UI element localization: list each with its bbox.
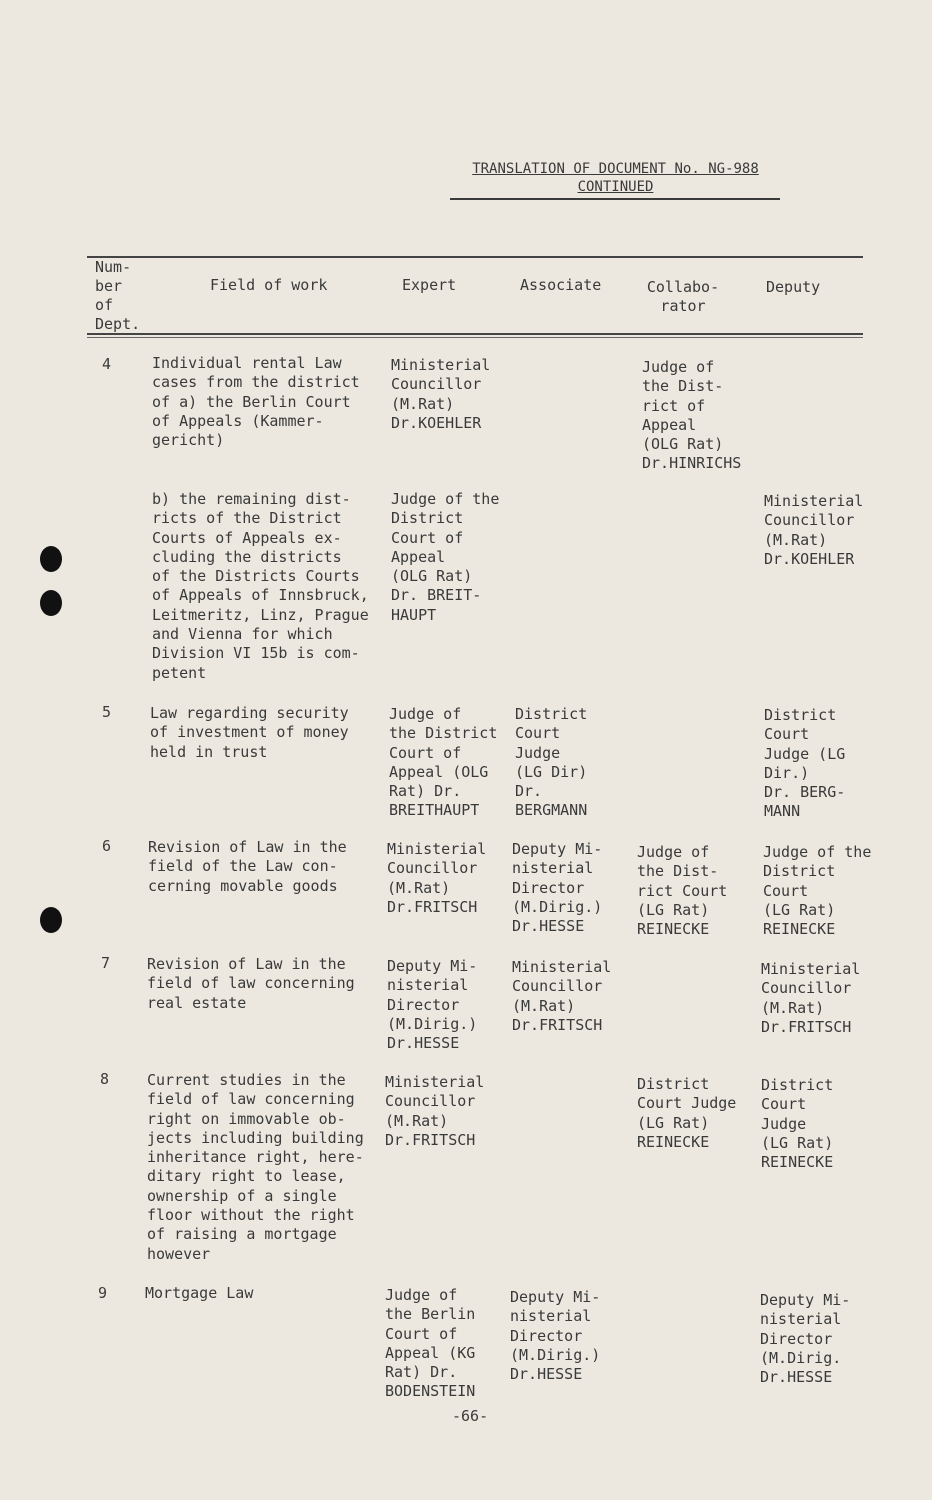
row-field: Individual rental Law cases from the district of a) the Berlin Court of Appeals (Kammer- gericht) <box>152 354 360 450</box>
punch-hole <box>40 546 62 572</box>
title-line-1: TRANSLATION OF DOCUMENT No. NG-988 <box>472 161 759 177</box>
row-expert: Ministerial Councillor (M.Rat) Dr.KOEHLER <box>391 356 491 432</box>
row-field: Current studies in the field of law concerning right on immovable ob- jects including building inheritance right, here- ditary right to lease, ownership of a single floor without the right of raising a mortgage however <box>147 1071 364 1263</box>
row-number: 8 <box>100 1070 110 1088</box>
header-associate: Associate <box>520 276 602 294</box>
row-number: 4 <box>102 355 112 373</box>
page-number: -66- <box>452 1407 489 1425</box>
header-expert: Expert <box>402 276 457 294</box>
row-collaborator: Judge of the Dist- rict of Appeal (OLG Rat) Dr.HINRICHS <box>642 358 742 473</box>
row-deputy: Ministerial Councillor (M.Rat) Dr.KOEHLER <box>764 492 864 568</box>
row-expert: Ministerial Councillor (M.Rat) Dr.FRITSCH <box>387 840 487 916</box>
row-field: Revision of Law in the field of law concerning real estate <box>147 955 355 1012</box>
title-underline <box>450 198 780 200</box>
header-number: Num- ber of Dept. <box>95 258 141 333</box>
row-number: 6 <box>102 837 112 855</box>
header-collaborator: Collabo- rator <box>646 278 720 315</box>
row-expert: Judge of the Berlin Court of Appeal (KG Rat) Dr. BODENSTEIN <box>385 1286 476 1401</box>
header-rule-double <box>87 337 863 338</box>
punch-hole <box>40 590 62 616</box>
row-associate: District Court Judge (LG Dir) Dr. BERGMANN <box>515 705 588 820</box>
row-field: Revision of Law in the field of the Law con- cerning movable goods <box>148 838 347 895</box>
row-collaborator: Judge of the Dist- rict Court (LG Rat) REINECKE <box>637 843 728 939</box>
header-field: Field of work <box>210 276 328 294</box>
row-deputy: Judge of the District Court (LG Rat) REINECKE <box>763 843 872 939</box>
table-top-rule <box>87 256 863 258</box>
row-field: b) the remaining dist- ricts of the District Courts of Appeals ex- cluding the districts of the Districts Courts of Appeals of Innsbruck, Leitmeritz, Linz, Prague and Vienna for which Division VI 15b is com- petent <box>152 490 369 682</box>
row-collaborator: District Court Judge (LG Rat) REINECKE <box>637 1075 737 1151</box>
row-number: 9 <box>98 1284 108 1302</box>
row-deputy: District Court Judge (LG Dir.) Dr. BERG- MANN <box>764 706 846 821</box>
row-deputy: Ministerial Councillor (M.Rat) Dr.FRITSCH <box>761 960 861 1036</box>
title-line-2: CONTINUED <box>577 179 654 195</box>
row-deputy: District Court Judge (LG Rat) REINECKE <box>761 1076 834 1172</box>
row-field: Mortgage Law <box>145 1284 254 1302</box>
row-associate: Ministerial Councillor (M.Rat) Dr.FRITSCH <box>512 958 612 1034</box>
header-deputy: Deputy <box>766 278 821 296</box>
punch-hole <box>40 907 62 933</box>
row-deputy: Deputy Mi- nisterial Director (M.Dirig. Dr.HESSE <box>760 1291 851 1387</box>
header-rule <box>87 333 863 335</box>
row-expert: Judge of the District Court of Appeal (OLG Rat) Dr. BREITHAUPT <box>389 705 498 820</box>
row-number: 5 <box>102 703 112 721</box>
row-expert: Deputy Mi- nisterial Director (M.Dirig.) Dr.HESSE <box>387 957 478 1053</box>
row-expert: Ministerial Councillor (M.Rat) Dr.FRITSCH <box>385 1073 485 1149</box>
row-expert: Judge of the District Court of Appeal (OLG Rat) Dr. BREIT- HAUPT <box>391 490 500 624</box>
row-number: 7 <box>101 954 111 972</box>
row-associate: Deputy Mi- nisterial Director (M.Dirig.) Dr.HESSE <box>512 840 603 936</box>
row-associate: Deputy Mi- nisterial Director (M.Dirig.) Dr.HESSE <box>510 1288 601 1384</box>
document-title <box>448 160 783 196</box>
row-field: Law regarding security of investment of money held in trust <box>150 704 349 761</box>
